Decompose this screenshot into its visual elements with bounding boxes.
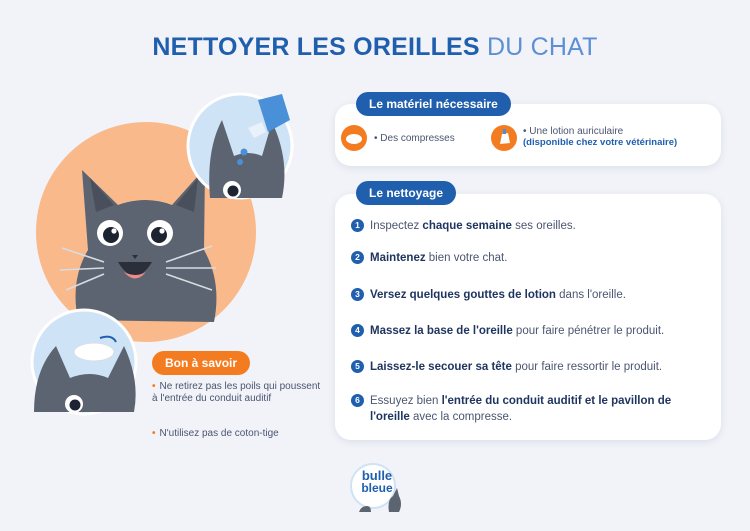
step-number-badge: 1 — [351, 219, 364, 232]
step-text-bold: Laissez-le secouer sa tête — [370, 361, 512, 373]
step-text — [370, 323, 708, 339]
step-text-pre: Inspectez — [370, 220, 423, 232]
materiel-heading: Le matériel nécessaire — [356, 92, 511, 116]
logo-line-1: bulle — [361, 468, 393, 483]
logo-line-2: bleue — [361, 481, 393, 495]
step-text-pre: Essuyez bien — [370, 395, 442, 407]
step-number-badge: 3 — [351, 288, 364, 301]
step-number-badge: 2 — [351, 251, 364, 264]
logo-text — [357, 470, 397, 494]
tip-item — [152, 381, 322, 405]
step-number-badge: 6 — [351, 394, 364, 407]
step-text — [370, 393, 708, 425]
step-text — [370, 250, 708, 266]
step-number-badge: 5 — [351, 360, 364, 373]
lotion-label: • Une lotion auriculaire — [523, 126, 624, 137]
step-number-badge: 4 — [351, 324, 364, 337]
tip-text: N'utilisez pas de coton-tige — [159, 428, 279, 439]
title-bold: NETTOYER LES OREILLES — [152, 33, 480, 61]
cat-illustration — [0, 0, 330, 531]
bullet-icon: • — [152, 428, 156, 439]
step-text-post: bien votre chat. — [425, 252, 508, 264]
step-text — [370, 218, 708, 234]
lotion-icon — [490, 124, 518, 152]
materiel-item-compresses: • Des compresses — [374, 133, 455, 144]
bon-a-savoir-heading: Bon à savoir — [152, 351, 250, 375]
step-text-post: dans l'oreille. — [555, 289, 626, 301]
step-text — [370, 359, 708, 375]
bullet-icon: • — [152, 381, 156, 392]
title-light: DU CHAT — [486, 33, 598, 61]
nettoyage-heading: Le nettoyage — [356, 181, 456, 205]
step-text-bold: Versez quelques gouttes de lotion — [370, 289, 556, 301]
step-text — [370, 287, 708, 303]
tip-item — [152, 428, 322, 440]
tip-text: Ne retirez pas les poils qui poussent à l'entrée du conduit auditif — [152, 381, 321, 404]
step-text-post: avec la compresse. — [409, 411, 513, 423]
step-text-bold: Massez la base de l'oreille — [370, 325, 513, 337]
step-text-post: ses oreilles. — [511, 220, 576, 232]
step-text-bold: l'entrée du conduit auditif et le pavillon de l'oreille — [370, 395, 672, 423]
materiel-item-lotion — [523, 126, 677, 148]
compress-icon — [340, 124, 368, 152]
step-text-bold: chaque semaine — [422, 220, 512, 232]
step-text-bold: Maintenez — [370, 252, 426, 264]
lotion-sub: (disponible chez votre vétérinaire) — [523, 137, 678, 148]
step-text-post: pour faire pénétrer le produit. — [512, 325, 665, 337]
step-text-post: pour faire ressortir le produit. — [511, 361, 663, 373]
